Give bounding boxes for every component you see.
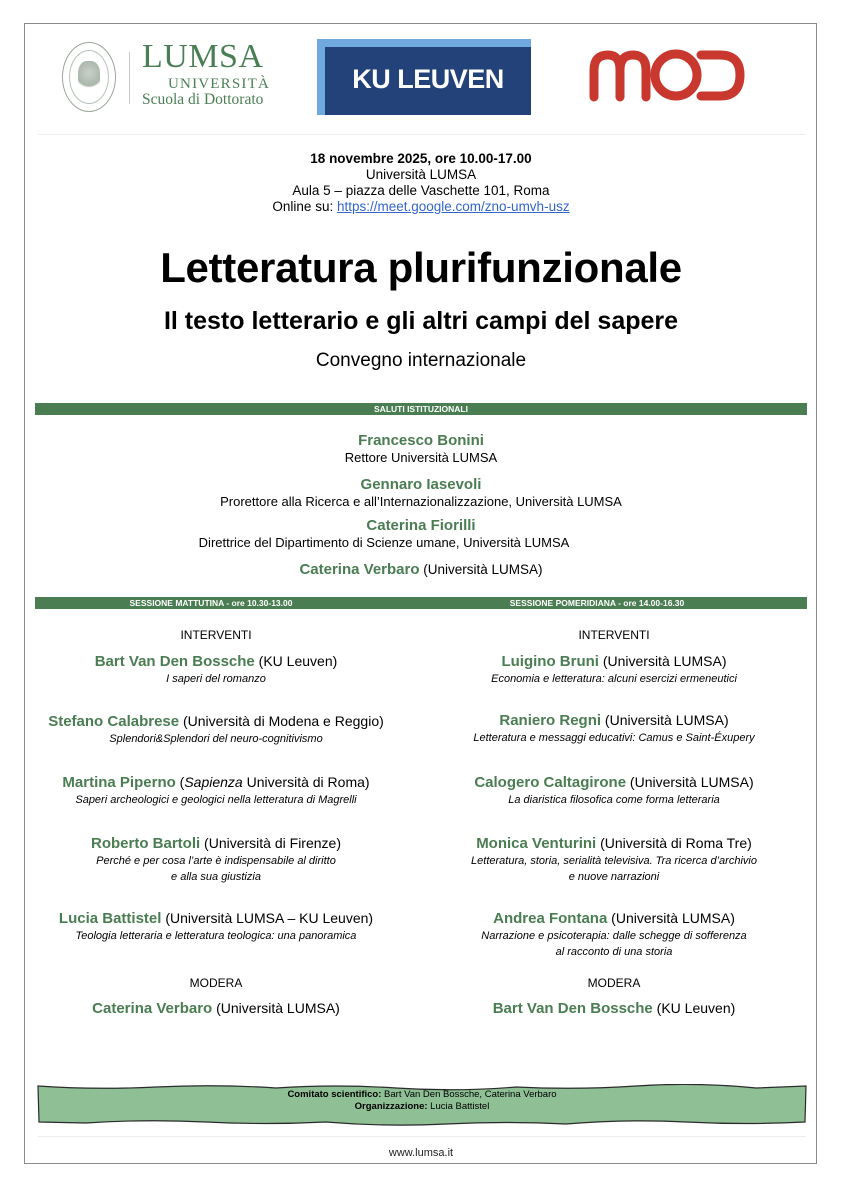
- organization: [36, 1101, 808, 1113]
- event-type: Convegno internazionale: [315, 350, 527, 371]
- speaker-name: Stefano Calabrese: [48, 713, 180, 730]
- speaker-role: Direttrice del Dipartimento di Scienze umane, Università LUMSA: [198, 535, 570, 550]
- lumsa-seal-icon: [62, 42, 116, 112]
- afternoon-modera-label: MODERA: [587, 976, 641, 990]
- lumsa-logo-school: Scuola di Dottorato: [142, 91, 264, 108]
- header-divider: [38, 134, 806, 135]
- scientific-committee-value: Bart Van Den Bossche, Caterina Verbaro: [381, 1089, 557, 1100]
- speaker-affiliation: (Università di Modena e Reggio): [179, 713, 384, 729]
- talk-item: [30, 652, 402, 687]
- moderator-affiliation: (KU Leuven): [652, 1000, 736, 1016]
- event-room: Aula 5 – piazza delle Vaschette 101, Roma: [292, 183, 550, 198]
- speaker-affiliation: (Università LUMSA): [607, 910, 735, 926]
- morning-modera-label: MODERA: [189, 976, 243, 990]
- speaker-affiliation: (Università LUMSA): [601, 712, 729, 728]
- talk-title: Teologia letteraria e letteratura teologica: una panoramica: [75, 930, 357, 942]
- speaker-affiliation: (Università di Roma Tre): [596, 835, 752, 851]
- talk-title: Economia e letteratura: alcuni esercizi ermeneutici: [491, 673, 737, 685]
- talk-title: I saperi del romanzo: [166, 673, 266, 685]
- talk-title: Saperi archeologici e geologici nella letteratura di Magrelli: [75, 794, 357, 806]
- speaker-name: Gennaro Iasevoli: [360, 476, 482, 493]
- saluti-item: [0, 517, 842, 551]
- speaker-affiliation: (KU Leuven): [254, 653, 338, 669]
- afternoon-session-header-text: SESSIONE POMERIDIANA - ore 14.00-16.30: [509, 598, 685, 608]
- talk-title: Perché e per cosa l’arte è indispensabile al diritto: [96, 855, 336, 867]
- saluti-item: [0, 476, 842, 510]
- scientific-committee: [36, 1089, 808, 1101]
- speaker-name: Caterina Verbaro: [299, 561, 420, 578]
- moderator: [418, 999, 810, 1018]
- moderator: [30, 999, 402, 1018]
- talk-item: [30, 773, 402, 808]
- talk-item: [418, 711, 810, 746]
- speaker-name: Francesco Bonini: [358, 432, 484, 449]
- talk-item: [30, 834, 402, 885]
- committee-banner: [36, 1084, 808, 1127]
- saluti-item: [0, 432, 842, 466]
- talk-item: [30, 909, 402, 944]
- conference-title: Letteratura plurifunzionale: [160, 244, 682, 291]
- moderator-name: Caterina Verbaro: [92, 1000, 213, 1017]
- saluti-item: [0, 561, 842, 579]
- talk-title-line2: e nuove narrazioni: [568, 871, 660, 883]
- ku-leuven-logo: [317, 39, 531, 115]
- afternoon-interventi-label: INTERVENTI: [578, 628, 650, 642]
- organization-label: Organizzazione:: [354, 1101, 428, 1112]
- morning-session-header: [35, 597, 387, 609]
- speaker-name: Bart Van Den Bossche: [94, 653, 255, 670]
- meet-link[interactable]: https://meet.google.com/zno-umvh-usz: [336, 199, 570, 214]
- speaker-affiliation: (Università LUMSA): [419, 562, 543, 577]
- speaker-name: Roberto Bartoli: [91, 835, 201, 852]
- event-online: [0, 198, 842, 215]
- speaker-role: Rettore Università LUMSA: [344, 450, 498, 465]
- moderator-affiliation: (Università LUMSA): [212, 1000, 340, 1016]
- affiliation-open: (: [175, 774, 185, 790]
- talk-item: [30, 712, 402, 747]
- saluti-header: SALUTI ISTITUZIONALI: [35, 403, 807, 415]
- talk-title: Narrazione e psicoterapia: dalle schegge di sofferenza: [481, 930, 747, 942]
- scientific-committee-label: Comitato scientifico:: [287, 1089, 382, 1100]
- footer-website[interactable]: www.lumsa.it: [388, 1147, 454, 1159]
- speaker-affiliation: (Università LUMSA): [626, 774, 754, 790]
- talk-item: [418, 773, 810, 808]
- speaker-name: Caterina Fiorilli: [366, 517, 476, 534]
- talk-item: [418, 652, 810, 687]
- ku-leuven-logo-text: KU LEUVEN: [352, 64, 504, 94]
- talk-item: [418, 909, 810, 960]
- speaker-name: Lucia Battistel: [58, 910, 162, 927]
- talk-title: Letteratura e messaggi educativi: Camus e Saint-Éxupery: [473, 732, 755, 744]
- talk-item: [418, 834, 810, 885]
- talk-title-line2: al racconto di una storia: [555, 946, 673, 958]
- afternoon-session-header: [387, 597, 807, 609]
- morning-interventi-label: INTERVENTI: [180, 628, 252, 642]
- logo-divider: [129, 52, 130, 104]
- speaker-affiliation: (Università LUMSA): [598, 653, 727, 669]
- online-label: Online su:: [272, 199, 337, 214]
- speaker-name: Luigino Bruni: [501, 653, 599, 670]
- speaker-name: Andrea Fontana: [493, 910, 608, 927]
- speaker-name: Martina Piperno: [62, 774, 176, 791]
- talk-title: Letteratura, storia, serialità televisiva. Tra ricerca d’archivio: [471, 855, 757, 867]
- speaker-name: Calogero Caltagirone: [474, 774, 627, 791]
- speaker-affiliation: Università di Roma): [242, 774, 370, 790]
- lumsa-logo-universita: UNIVERSITÀ: [168, 76, 270, 92]
- talk-title: Splendori&Splendori del neuro-cognitivismo: [109, 733, 323, 745]
- footer-divider: [38, 1136, 806, 1137]
- talk-title-line2: e alla sua giustizia: [171, 871, 261, 883]
- talk-title: La diaristica filosofica come forma letteraria: [508, 794, 720, 806]
- conference-subtitle: Il testo letterario e gli altri campi del sapere: [163, 307, 679, 335]
- lumsa-logo-name: LUMSA: [142, 38, 264, 75]
- mod-logo-icon: [586, 46, 746, 102]
- speaker-name: Raniero Regni: [499, 712, 602, 729]
- affiliation-italic: Sapienza: [184, 774, 243, 790]
- speaker-affiliation: (Università LUMSA – KU Leuven): [161, 910, 374, 926]
- event-venue: Università LUMSA: [365, 167, 477, 182]
- event-date: 18 novembre 2025, ore 10.00-17.00: [310, 151, 532, 166]
- morning-session-header-text: SESSIONE MATTUTINA - ore 10.30-13.00: [129, 598, 293, 608]
- moderator-name: Bart Van Den Bossche: [492, 1000, 653, 1017]
- mod-logo: [586, 46, 746, 102]
- speaker-name: Monica Venturini: [476, 835, 597, 852]
- speaker-affiliation: (Università di Firenze): [200, 835, 341, 851]
- organization-value: Lucia Battistel: [427, 1101, 490, 1112]
- speaker-role: Prorettore alla Ricerca e all’Internazionalizzazione, Università LUMSA: [220, 494, 622, 509]
